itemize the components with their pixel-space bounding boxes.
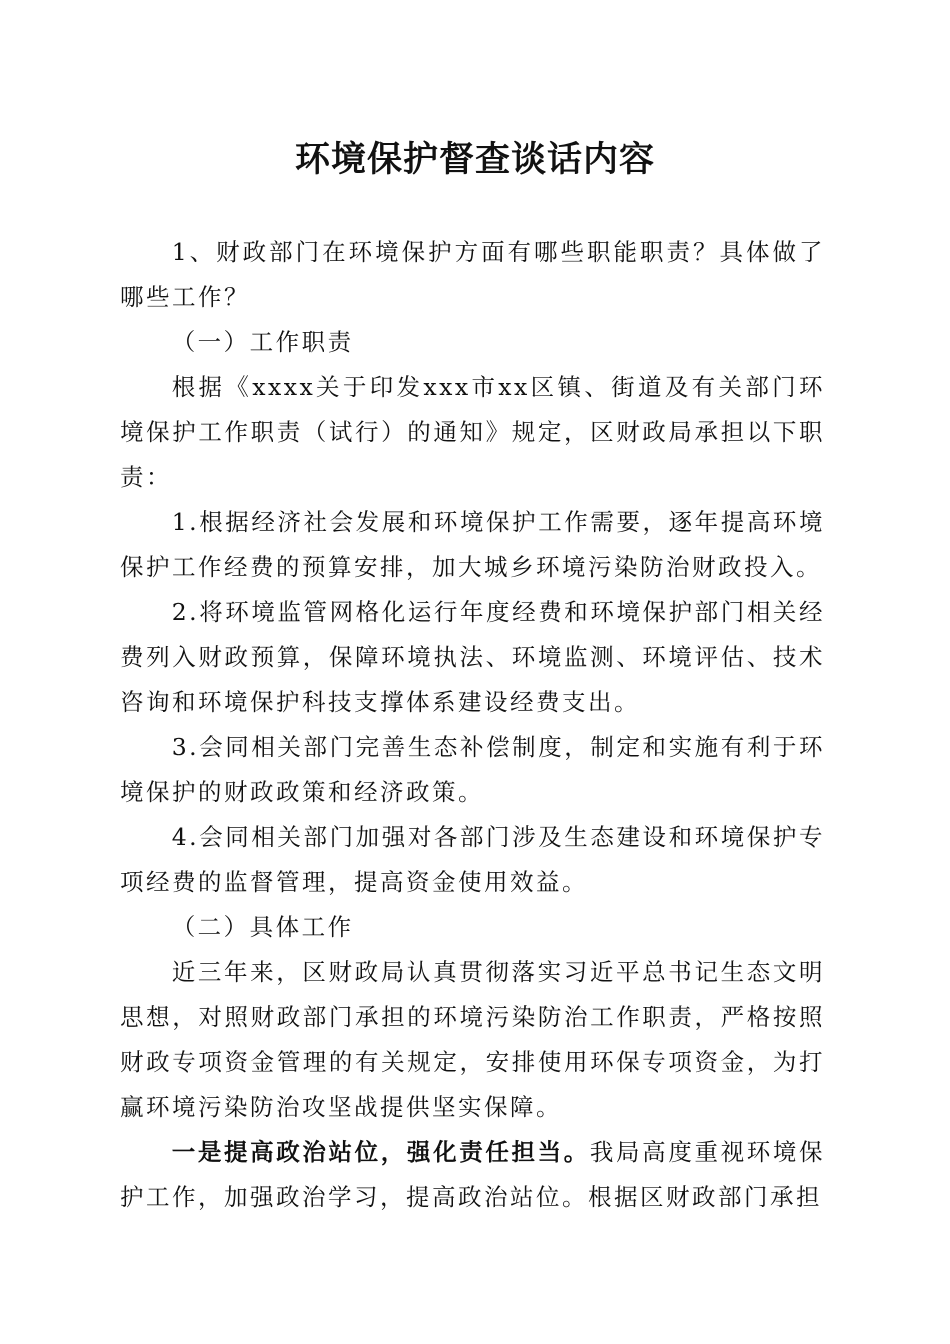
section-1-intro: 根据《xxxx关于印发xxx市xx区镇、街道及有关部门环境保护工作职责（试行）的通知》规定，区财政局承担以下职责： [120, 373, 825, 491]
point-1-paragraph [120, 1130, 825, 1220]
duty-item-2: 2.将环境监管网格化运行年度经费和环境保护部门相关经费列入财政预算，保障环境执法、环境监测、环境评估、技术咨询和环境保护科技支撑体系建设经费支出。 [120, 598, 825, 716]
section-1-heading: （一）工作职责 [171, 328, 354, 356]
section-2-heading: （二）具体工作 [171, 913, 354, 941]
question-1: 1、财政部门在环境保护方面有哪些职能职责？具体做了哪些工作？ [120, 238, 825, 311]
duty-item-3: 3.会同相关部门完善生态补偿制度，制定和实施有利于环境保护的财政政策和经济政策。 [120, 733, 825, 806]
document-body [120, 230, 825, 1220]
duty-item-1: 1.根据经济社会发展和环境保护工作需要，逐年提高环境保护工作经费的预算安排，加大城乡环境污染防治财政投入。 [120, 508, 825, 581]
point-1-text: 我局高度重视环境保护工作，加强政治学习，提高政治站位。根据区财政部门承担 [120, 1138, 826, 1211]
point-1-lead: 一是提高政治站位，强化责任担当。 [171, 1138, 590, 1166]
duty-item-4: 4.会同相关部门加强对各部门涉及生态建设和环境保护专项经费的监督管理，提高资金使用效益。 [120, 823, 825, 896]
section-2-intro: 近三年来，区财政局认真贯彻落实习近平总书记生态文明思想，对照财政部门承担的环境污染防治工作职责，严格按照财政专项资金管理的有关规定，安排使用环保专项资金，为打赢环境污染防治攻坚战提供坚实保障。 [120, 958, 825, 1121]
document-title: 环境保护督查谈话内容 [294, 139, 655, 180]
